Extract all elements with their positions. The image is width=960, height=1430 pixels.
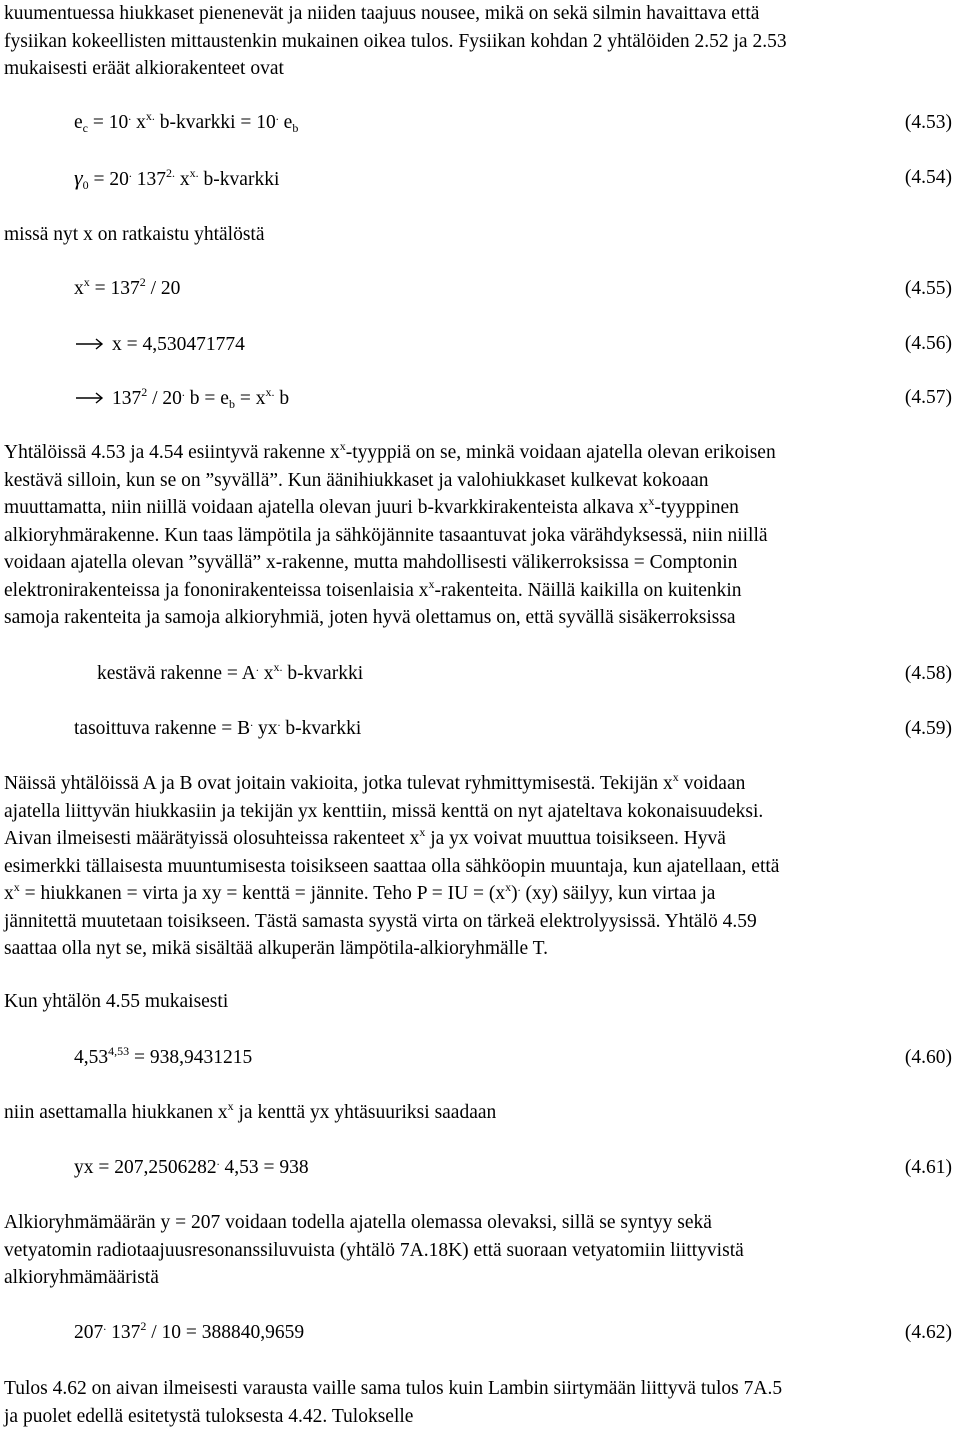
equation-4-54	[0, 164, 952, 192]
paragraph-structures	[4, 439, 954, 632]
text-line: ajatella liittyvän hiukkasiin ja tekijän yx kenttiin, missä kenttä on nyt ajateltava kokonaisuudeksi.	[4, 800, 764, 822]
text-line: mukaisesti eräät alkiorakenteet ovat	[4, 58, 284, 79]
text-line: niin asettamalla hiukkanen $x^x$ ja kenttä yx yhtäsuuriksi saadaan	[4, 1099, 497, 1123]
equation-expression: yx = 207,2506282. 4,53 = 938	[74, 1154, 309, 1178]
equation-expression: $\gamma_0 = 20^.$ $137^{2.}$ $x^{x.}$ b-kvarkki	[74, 165, 280, 192]
text-line: saattaa olla nyt se, mikä sisältää alkuperän lämpötila-alkioryhmälle T.	[4, 938, 549, 959]
equation-expression: 207. $137^2 / 10 = 388840,9659$	[74, 1319, 305, 1343]
equation-number: (4.55)	[904, 278, 952, 299]
text-line: jännitettä muutetaan toisikseen. Tästä samasta syystä virta on tärkeä elektrolyysissä. Yhtälö 4.59	[4, 910, 757, 932]
paragraph-according	[4, 988, 954, 1016]
equation-expression: x = 4,530471774	[74, 330, 245, 359]
text-line: missä nyt x on ratkaistu yhtälöstä	[4, 224, 265, 245]
text-line: ja puolet edellä esitetystä tuloksesta 4.42. Tulokselle	[4, 1405, 414, 1427]
paragraph-setting	[4, 1099, 954, 1127]
equation-expression: $e_c = 10^.$ $x^{x.}$ b-kvarkki = 10. $e_b$	[74, 109, 299, 135]
text-line: elektronirakenteissa ja fononirakenteissa toisenlaisia $x^x$-rakenteita. Näillä kaikilla on kuitenkin	[4, 576, 742, 601]
paragraph-result	[4, 1375, 954, 1430]
text-line: Alkioryhmämäärän y = 207 voidaan todella ajatella olemassa olevaksi, sillä se syntyy sekä	[4, 1212, 712, 1233]
paragraph-group-count	[4, 1209, 954, 1292]
gamma-symbol: γ	[74, 165, 83, 190]
equation-4-62	[0, 1319, 952, 1347]
equation-expression: $x^x = 137^2 / 20$	[74, 275, 181, 299]
text-line: alkioryhmämääristä	[4, 1267, 159, 1288]
text-line: kestävä silloin, kun se on ”syvällä”. Kun äänihiukkaset ja valohiukkaset kulkevat kokoaan	[4, 469, 709, 491]
text-line: Tulos 4.62 on aivan ilmeisesti varausta vaille sama tulos kuin Lambin siirtymään liittyvä tulos 7A.5	[4, 1378, 783, 1399]
text-line: Näissä yhtälöissä A ja B ovat joitain vakioita, jotka tulevat ryhmittymisestä. Tekijän $x^x$ voidaan	[4, 770, 746, 794]
paragraph-solve	[4, 221, 954, 249]
equation-expression: kestävä rakenne = A. $x^{x.}$ b-kvarkki	[97, 660, 364, 684]
text-line: Kun yhtälön 4.55 mukaisesti	[4, 991, 229, 1012]
equation-4-59	[0, 715, 952, 743]
equation-4-58	[0, 660, 952, 688]
text-line: fysiikan kokeellisten mittaustenkin mukainen oikea tulos. Fysiikan kohdan 2 yhtälöiden 2.52 ja 2.53	[4, 30, 787, 52]
equation-number: (4.54)	[904, 167, 952, 188]
text-line: esimerkki tällaisesta muuntumisesta toisikseen saattaa olla sähköopin muuntaja, kun ajatellaan, että	[4, 855, 780, 877]
equation-number: (4.59)	[904, 718, 952, 739]
implies-arrow-icon	[74, 384, 106, 404]
equation-number: (4.60)	[904, 1047, 952, 1068]
equation-expression: $137^2 / 20^.$ $b = e_b = x^{x.}$ b	[74, 384, 289, 413]
text-line: vetyatomin radiotaajuusresonanssiluvuista (yhtälö 7A.18K) että suoraan vetyatomiin liittyvistä	[4, 1239, 744, 1261]
equation-4-57	[0, 384, 952, 412]
equation-number: (4.57)	[904, 387, 952, 408]
equation-4-53	[0, 109, 952, 137]
text-line: muuttamatta, niin niillä voidaan ajatella olevan juuri b-kvarkkirakenteista alkava $x^x$-tyyppinen	[4, 494, 739, 518]
text-line: Aivan ilmeisesti määrätyissä olosuhteissa rakenteet $x^x$ ja yx voivat muuttua toisikseen. Hyvä	[4, 825, 726, 849]
equation-expression: $4,53^{4,53} = 938,9431215$	[74, 1044, 253, 1068]
equation-4-61	[0, 1154, 952, 1182]
equation-number: (4.53)	[904, 112, 952, 133]
equation-number: (4.56)	[904, 333, 952, 354]
equation-number: (4.58)	[904, 663, 952, 684]
equation-4-56	[0, 330, 952, 358]
text-line: kuumentuessa hiukkaset pienenevät ja niiden taajuus nousee, mikä on sekä silmin havaittava että	[4, 3, 760, 24]
equation-4-60	[0, 1044, 952, 1072]
paragraph-intro	[4, 0, 954, 83]
equation-expression: tasoittuva rakenne = B. yx. b-kvarkki	[74, 715, 362, 739]
text-line: $x^x$ = hiukkanen = virta ja xy = kenttä = jännite. Teho P = IU = $(x^x)^.$ (xy) säilyy, kun virtaa ja	[4, 880, 716, 904]
equation-number: (4.62)	[904, 1322, 952, 1343]
implies-arrow-icon	[74, 330, 106, 350]
equation-4-55	[0, 275, 952, 303]
text-line: samoja rakenteita ja samoja alkioryhmiä, joten hyvä olettamus on, että syvällä sisäkerroksissa	[4, 607, 736, 628]
equation-number: (4.61)	[904, 1157, 952, 1178]
text-line: Yhtälöissä 4.53 ja 4.54 esiintyvä rakenne $x^x$-tyyppiä on se, minkä voidaan ajatella olevan erikoisen	[4, 439, 776, 463]
paragraph-constants	[4, 770, 954, 963]
text-line: alkioryhmärakenne. Kun taas lämpötila ja sähköjännite tasaantuvat joka värähdyksessä, niin niillä	[4, 524, 768, 546]
text-line: voidaan ajatella olevan ”syvällä” x-rakenne, mutta mahdollisesti välikerroksissa = Comptonin	[4, 552, 738, 573]
